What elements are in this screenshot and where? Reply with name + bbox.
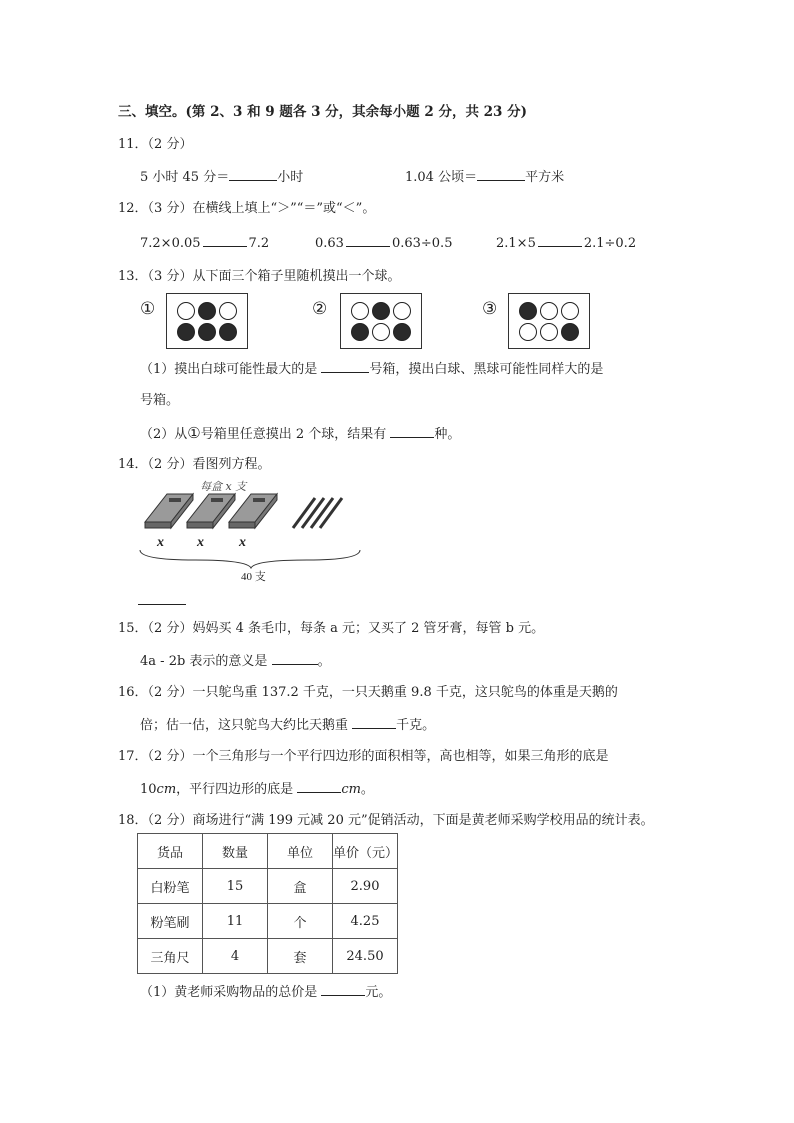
white-ball <box>540 323 558 341</box>
black-ball <box>351 323 369 341</box>
q15-expr-a: 4a <box>140 654 157 669</box>
table-row <box>138 904 398 939</box>
white-ball <box>540 302 558 320</box>
answer-blank[interactable] <box>272 652 318 665</box>
table-header: 单位 <box>268 834 333 869</box>
q15-end: 。 <box>317 654 331 669</box>
black-ball <box>372 302 390 320</box>
q17-line2-b: ，平行四边形的底是 <box>176 782 294 797</box>
pencil-box <box>145 494 193 528</box>
q15-expression <box>140 652 331 671</box>
q13-sub2-a: （2）从 <box>140 427 188 442</box>
q16-line2-b: 千克。 <box>396 718 436 733</box>
q14-title: 14．（2 分）看图列方程。 <box>118 457 271 472</box>
q14-figure <box>135 488 365 588</box>
box-label-2: ② <box>312 299 328 319</box>
q12-title: 12．（3 分）在横线上填上“＞”“＝”或“＜”。 <box>118 201 376 216</box>
q13-sub1-a: （1）摸出白球可能性最大的是 <box>140 362 318 377</box>
table-cell: 24.50 <box>333 939 398 974</box>
white-ball <box>519 323 537 341</box>
q15-expr-b: 2b <box>168 654 186 669</box>
table-header: 数量 <box>203 834 268 869</box>
q13-sub2-c: 种。 <box>434 427 461 442</box>
section-header: 三、填空。(第 2、3 和 9 题各 3 分，其余每小题 2 分，共 23 分) <box>118 104 528 120</box>
q11-part-a-left: 5 小时 45 分＝ <box>140 170 230 185</box>
answer-blank[interactable] <box>346 234 390 247</box>
q12-c1-right: 7.2 <box>248 236 270 251</box>
ball-box-1 <box>166 293 248 349</box>
table-cell: 4.25 <box>333 904 398 939</box>
box-variable-label: x <box>197 535 204 550</box>
q17-line1: 17．（2 分）一个三角形与一个平行四边形的面积相等，高也相等，如果三角形的底是 <box>118 749 609 764</box>
table-header: 单价（元） <box>333 834 398 869</box>
pencil-box <box>229 494 277 528</box>
q18-sub1 <box>140 983 391 1002</box>
black-ball <box>177 323 195 341</box>
table-cell: 白粉笔 <box>138 869 203 904</box>
white-ball <box>561 302 579 320</box>
q15-expr-rest: 表示的意义是 <box>185 654 268 669</box>
q12-compare-2 <box>315 234 452 253</box>
answer-blank[interactable] <box>321 983 365 996</box>
white-ball <box>351 302 369 320</box>
q13-title: 13．（3 分）从下面三个箱子里随机摸出一个球。 <box>118 269 401 284</box>
q12-compare-3 <box>496 234 636 253</box>
white-ball <box>393 302 411 320</box>
table-row <box>138 939 398 974</box>
table-cell: 15 <box>203 869 268 904</box>
answer-blank[interactable] <box>229 168 277 181</box>
q12-c1-left: 7.2×0.05 <box>140 236 201 251</box>
table-cell: 粉笔刷 <box>138 904 203 939</box>
answer-blank[interactable] <box>321 360 369 373</box>
purchase-table <box>137 833 398 974</box>
black-ball <box>519 302 537 320</box>
q13-sub1 <box>140 360 603 379</box>
ball-box-2 <box>340 293 422 349</box>
q13-sub2 <box>140 424 460 444</box>
table-cell: 2.90 <box>333 869 398 904</box>
black-ball <box>219 323 237 341</box>
table-cell: 4 <box>203 939 268 974</box>
black-ball <box>198 302 216 320</box>
table-row <box>138 869 398 904</box>
q14-caption-top: 每盒 x 支 <box>200 480 247 493</box>
q16-line2 <box>140 716 435 735</box>
answer-blank[interactable] <box>297 780 341 793</box>
q16-line1: 16．（2 分）一只鸵鸟重 137.2 千克，一只天鹅重 9.8 千克，这只鸵鸟的体重是天鹅的 <box>118 685 618 700</box>
total-label: 40 支 <box>241 571 266 583</box>
q18-title: 18．（2 分）商场进行“满 199 元减 20 元”促销活动，下面是黄老师采购学校用品的统计表。 <box>118 813 654 828</box>
answer-blank[interactable] <box>538 234 582 247</box>
q17-unit: cm <box>156 782 177 797</box>
table-cell: 套 <box>268 939 333 974</box>
q16-line2-a: 倍；估一估，这只鸵鸟大约比天鹅重 <box>140 718 349 733</box>
answer-blank[interactable] <box>352 716 396 729</box>
table-cell: 三角尺 <box>138 939 203 974</box>
white-ball <box>177 302 195 320</box>
q12-compare-1 <box>140 234 269 253</box>
white-ball <box>219 302 237 320</box>
q15-expr-minus: - <box>156 654 169 669</box>
q18-sub1-b: 元。 <box>365 985 392 1000</box>
table-cell: 11 <box>203 904 268 939</box>
q11-part-b <box>405 168 564 187</box>
answer-blank[interactable] <box>477 168 525 181</box>
q13-sub2-circle: ① <box>187 424 201 442</box>
table-header-row <box>138 834 398 869</box>
q13-sub2-b: 号箱里任意摸出 2 个球，结果有 <box>200 427 387 442</box>
answer-blank[interactable] <box>138 592 186 605</box>
q11-title: 11．（2 分） <box>118 137 193 152</box>
q11-part-a-right: 小时 <box>277 170 304 185</box>
q11-part-b-right: 平方米 <box>525 170 565 185</box>
box-label-1: ① <box>140 299 156 319</box>
q11-part-b-left: 1.04 公顷＝ <box>405 170 478 185</box>
black-ball <box>393 323 411 341</box>
q17-line2 <box>140 780 374 799</box>
q11-part-a <box>140 168 303 187</box>
white-ball <box>372 323 390 341</box>
loose-pencils <box>293 498 342 528</box>
table-cell: 盒 <box>268 869 333 904</box>
q13-sub1-b: 号箱，摸出白球、黑球可能性同样大的是 <box>369 362 604 377</box>
black-ball <box>198 323 216 341</box>
q15-title: 15．（2 分）妈妈买 4 条毛巾，每条 a 元；又买了 2 管牙膏，每管 b 元。 <box>118 621 545 636</box>
answer-blank[interactable] <box>203 234 247 247</box>
black-ball <box>561 323 579 341</box>
pencil-box <box>187 494 235 528</box>
q12-c2-left: 0.63 <box>315 236 344 251</box>
q12-c2-right: 0.63÷0.5 <box>391 236 453 251</box>
box-variable-label: x <box>239 535 246 550</box>
q17-end: 。 <box>360 782 374 797</box>
total-brace <box>140 550 360 568</box>
q13-sub1-c: 号箱。 <box>140 393 180 408</box>
q18-sub1-a: （1）黄老师采购物品的总价是 <box>140 985 318 1000</box>
answer-blank[interactable] <box>390 425 434 438</box>
q12-c3-right: 2.1÷0.2 <box>583 236 637 251</box>
table-cell: 个 <box>268 904 333 939</box>
table-header: 货品 <box>138 834 203 869</box>
q12-c3-left: 2.1×5 <box>496 236 536 251</box>
box-variable-label: x <box>157 535 164 550</box>
ball-box-3 <box>508 293 590 349</box>
q17-unit-2: cm <box>341 782 361 797</box>
box-label-3: ③ <box>482 299 498 319</box>
q17-line2-a: 10 <box>140 782 157 797</box>
